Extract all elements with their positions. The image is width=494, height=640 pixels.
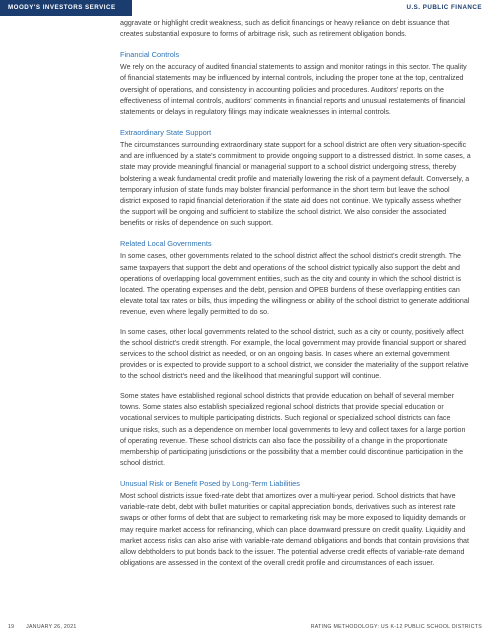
paragraph-local-governments-1: In some cases, other governments related to the school district affect the school district's credit strength. The same taxpayers that support the debt and operations of the school district typically also support the debt and operations of overlapping local government entities, such as the city and county in which the school district is located. The operating expenses and the debt, pension and OPEB burdens of these overlapping entities can elevate total tax rates or bills, thus impeding the willingness or ability of the school district to generate additional revenue, even where legally permitted to do so. bbox=[120, 252, 470, 317]
footer-left bbox=[8, 624, 77, 630]
heading-long-term-liabilities: Unusual Risk or Benefit Posed by Long-Term Liabilities bbox=[120, 478, 300, 488]
header-publisher: MOODY'S INVESTORS SERVICE bbox=[8, 4, 116, 11]
publication-date: JANUARY 26, 2021 bbox=[26, 624, 77, 630]
paragraph-local-governments-2: In some cases, other local governments related to the school district, such as a city or county, positively affect the school district's credit strength. For example, the local government may provide financial support or shared services to the school district as needed, or on an ongoing basis. In cases where an external government provides or is expected to provide support to a school district, we consider the materiality of the support relative to the school district's need and the likelihood that meaningful support will continue. bbox=[120, 327, 469, 381]
header-section: U.S. PUBLIC FINANCE bbox=[406, 4, 482, 11]
paragraph-state-support: The circumstances surrounding extraordinary state support for a school district are often very situation-specific and are influenced by a state's commitment to provide ongoing support to a distressed district. In some cases, a state may provide meaningful financial or managerial support to a school district undergoing stress, thereby bolstering a weak fundamental credit profile and materially lowering the risk of a payment default. Conversely, a temporary infusion of state funds may bolster financial performance in the short term but leave the school district exposed to rapid financial deterioration if the state aid does not continue. We typically assess whether the support will be ongoing and sufficient to stabilize the school district. We also consider the associated benefits or risks of dependence on such support. bbox=[120, 141, 471, 228]
paragraph-regional-districts: Some states have established regional school districts that provide education on behalf of several member towns. Some states also establish specialized regional school districts that provide special education or vocational services to multiple participating districts. Such regional or specialized school districts can face unique risks, such as a dependence on member local governments to levy and collect taxes for a large portion of operating revenue. These school districts can also face the possibility of a change in the proportionate membership of participating jurisdictions or the possibility that a member could discontinue participation in the school district. bbox=[120, 392, 466, 467]
paragraph-long-term-liabilities: Most school districts issue fixed-rate debt that amortizes over a multi-year period. School districts that have variable-rate debt, debt with bullet maturities or capital appreciation bonds, derivatives such as interest rate swaps or other forms of debt that are subject to remarketing risk may be more exposed to liquidity demands or may require market access for refinancing, which can place downward pressure on credit quality. Liquidity and market access risks can also arise with variable-rate demand obligations and bonds that contain provisions that allow debtholders to put bonds back to the issuer. The potential adverse credit effects of variable-rate demand obligations are assessed in the context of the overall credit profile and circumstances of each issuer. bbox=[120, 492, 469, 568]
intro-paragraph: aggravate or highlight credit weakness, such as deficit financings or heavy reliance on debt issuance that creates substantial exposure to forms of arbitrage risk, such as retirement obligation bonds. bbox=[120, 19, 450, 39]
footer-document-title: RATING METHODOLOGY: US K-12 PUBLIC SCHOOL DISTRICTS bbox=[310, 624, 482, 630]
heading-financial-controls: Financial Controls bbox=[120, 49, 180, 59]
document-body bbox=[120, 18, 472, 578]
heading-local-governments: Related Local Governments bbox=[120, 238, 212, 248]
page-number: 19 bbox=[8, 624, 15, 630]
paragraph-financial-controls: We rely on the accuracy of audited financial statements to assign and monitor ratings in this sector. The quality of financial statements may be influenced by internal controls, including the proper tone at the top, centralized oversight of operations, and consistency in accounting policies and procedures. Auditors' reports on the effectiveness of internal controls, auditors' comments in financial reports and unusual restatements of financial statements or delays in regulatory filings may indicate weaknesses in internal controls. bbox=[120, 63, 467, 116]
heading-state-support: Extraordinary State Support bbox=[120, 127, 212, 137]
